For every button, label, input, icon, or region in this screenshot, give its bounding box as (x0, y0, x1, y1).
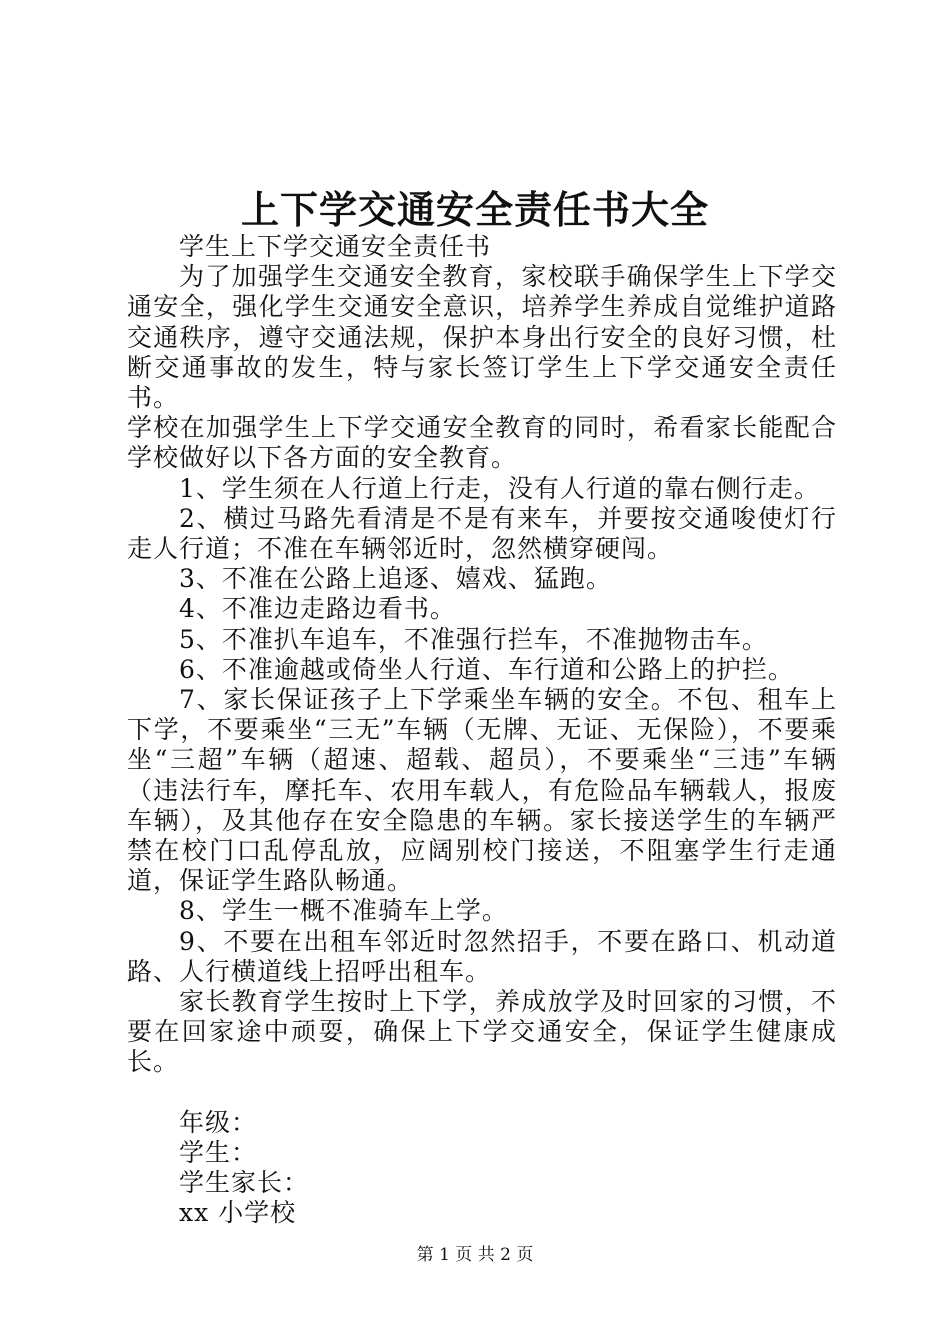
signature-grade: 年级： (179, 1107, 258, 1137)
spacer (127, 1078, 837, 1108)
rule-item-8: 8、学生一概不准骑车上学。 (179, 896, 508, 926)
signature-school: xx 小学校 (179, 1198, 297, 1228)
rule-item-6: 6、不准逾越或倚坐人行道、车行道和公路上的护拦。 (179, 654, 794, 684)
intro-paragraph-continued: 学校在加强学生上下学交通安全教育的同时，希看家长能配合学校做好以下各方面的安全教育。 (127, 413, 837, 473)
signature-student: 学生： (179, 1137, 258, 1167)
rule-item-1: 1、学生须在人行道上行走，没有人行道的靠右侧行走。 (179, 473, 820, 503)
document-title: 上下学交通安全责任书大全 (240, 187, 709, 232)
rule-item-3: 3、不准在公路上追逐、嬉戏、猛跑。 (179, 564, 612, 594)
rule-item-5: 5、不准扒车追车，不准强行拦车，不准抛物击车。 (179, 624, 768, 654)
intro-paragraph: 为了加强学生交通安全教育，家校联手确保学生上下学交通安全，强化学生交通安全意识，培养学生养成自觉维护道路交通秩序，遵守交通法规，保护本身出行安全的良好习惯，杜断交通事故的发生，特与家长签订学生上下学交通安全责任书。 (127, 262, 837, 413)
signature-parent: 学生家长： (179, 1168, 310, 1198)
rule-item-4: 4、不准边走路边看书。 (179, 594, 456, 624)
closing-paragraph: 家长教育学生按时上下学，养成放学及时回家的习惯，不要在回家途中顽耍，确保上下学交通安全，保证学生健康成长。 (127, 987, 837, 1077)
document-subtitle: 学生上下学交通安全责任书 (179, 232, 492, 261)
rule-item-7: 7、家长保证孩子上下学乘坐车辆的安全。不包、租车上下学，不要乘坐“三无”车辆（无牌、无证、无保险），不要乘坐“三超”车辆（超速、超载、超员），不要乘坐“三违”车辆（违法行车，摩托车、农用车载人，有危险品车辆载人，报废车辆），及其他存在安全隐患的车辆。家长接送学生的车辆严禁在校门口乱停乱放，应阔别校门接送，不阻塞学生行走通道，保证学生路队畅通。 (127, 685, 837, 896)
rule-item-9: 9、不要在出租车邻近时忽然招手，不要在路口、机动道路、人行横道线上招呼出租车。 (127, 926, 837, 986)
rule-item-2: 2、横过马路先看清是不是有来车，并要按交通唆使灯行走人行道；不准在车辆邻近时，忽然横穿硬闯。 (127, 503, 837, 564)
page-footer: 第 1 页 共 2 页 (416, 1245, 534, 1265)
document-body (127, 232, 837, 1229)
